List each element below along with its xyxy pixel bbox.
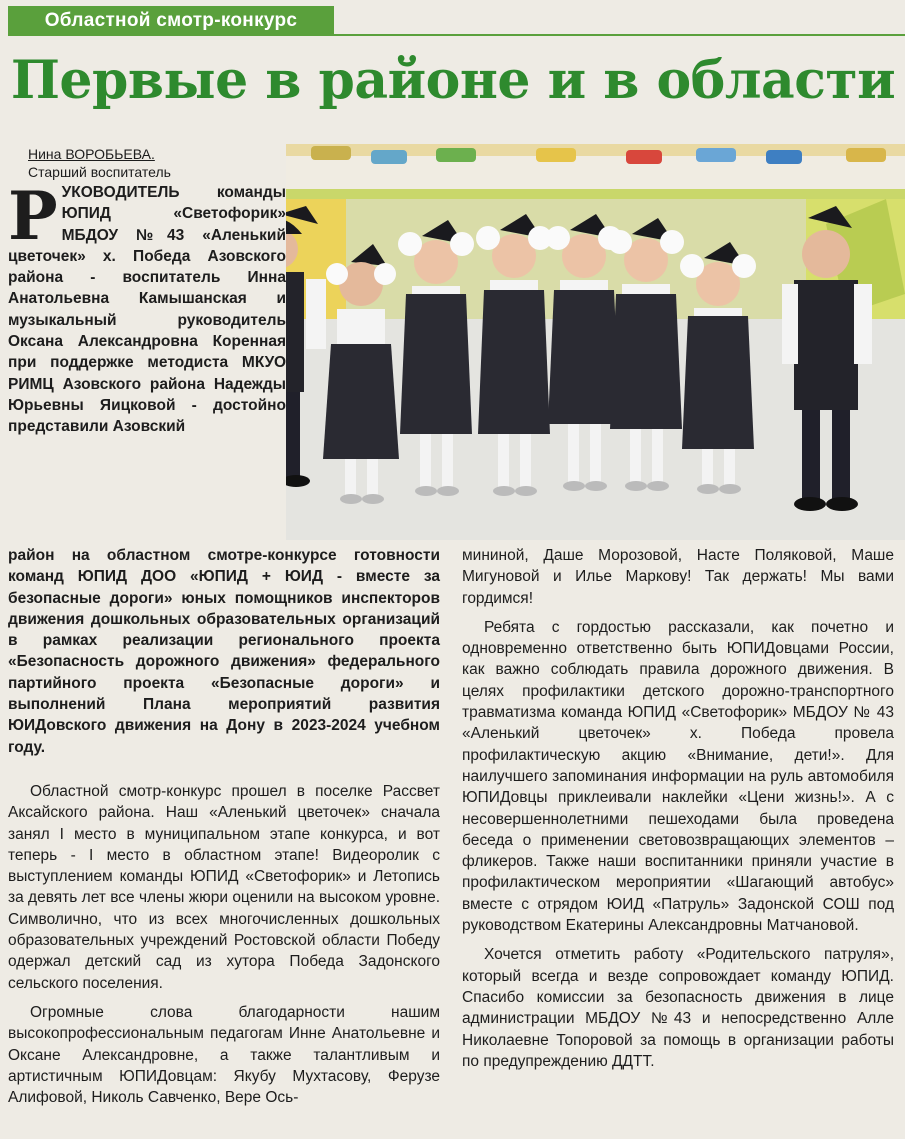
paragraph-continued: мининой, Даше Морозовой, Насте Поляковой, Маше Мигуновой и Илье Маркову! Так держать! Мы вами гордимся! [462,547,894,607]
text-column-right [462,545,894,1072]
section-rubric: Областной смотр-конкурс [8,6,334,36]
team-photo [286,144,905,540]
text-column-left [8,781,440,1108]
paragraph: Областной смотр-конкурс прошел в поселке Рассвет Аксайского района. Наш «Аленький цветочек» сначала занял I место в муниципальном этапе конкурса, и вот теперь - I место в областном этапе! Видеоролик с выступлением команды ЮПИД «Светофорик» и Летопись за девять лет все члены жюри оценили на высоком уровне. Символично, что из всех многочисленных дошкольных образовательных учреждений Ростовской области Победу одержал детский сад из хутора Победа Задонского сельского поселения. [8,783,440,992]
article-headline: Первые в районе и в области [10,50,896,111]
author-role: Старший воспитатель [28,164,171,180]
team-photo-illustration [286,144,905,540]
paragraph: Огромные слова благодарности нашим высокопрофессиональным педагогам Инне Анатольевне и Оксане Александровне, а также талантливым и артистичным ЮПИДовцам: Якубу Мухтасову, Ферузе Алифовой, Николь Савченко, Вере Ось- [8,1003,440,1107]
lead-paragraph-bottom: район на областном смотре-конкурсе готовности команд ЮПИД ДОО «ЮПИД + ЮИД - вместе за безопасные дороги» юных помощников инспекторов движения дошкольных образовательных организаций в рамках реализации регионального проекта «Безопасность дорожного движения» федерального партийного проекта «Безопасные дороги» и выполнений Плана мероприятий развития ЮИДовского движения на Дону в 2023-2024 учебном году. [8,547,440,756]
rubric-divider [334,34,905,36]
drop-cap: Р [8,177,58,255]
paragraph: Хочется отметить работу «Родительского патруля», который всегда и везде сопровождает команду ЮПИД. Спасибо комиссии за безопасность движения в лице администрации МБДОУ №43 и непосредственно Алле Николаевне Топоровой за помощь в организации работы по предупреждению ДДТТ. [462,946,894,1070]
lead-text-wrapped: УКОВОДИТЕЛЬ команды ЮПИД «Светофорик» МБДОУ №43 «Аленький цветочек» х. Победа Азовского района - воспитатель Инна Анатольевна Камышанская и музыкальный руководитель Оксана Александровна Коренная при поддержке методиста МКУО РИМЦ Азовского района Надежды Юрьевны Яицковой - достойно представили Азовский [8,184,286,436]
author-name: Нина ВОРОБЬЕВА. [28,146,155,162]
paragraph: Ребята с гордостью рассказали, как почетно и одновременно ответственно быть ЮПИДовцами России, как важно соблюдать правила дорожного движения. В целях профилактики детского дорожно-транспортного травматизма команда ЮПИД «Светофорик» МБДОУ № 43 «Аленький цветочек» х. Победа провела профилактическую акцию «Внимание, дети!». Для наилучшего запоминания информации на руль автомобиля ЮПИДовцы приклеивали наклейки «Цени жизнь!». А с несовершеннолетними пешеходами была проведена беседа о применении световозвращающих элементов – фликеров. Также наши воспитанники приняли участие в профилактическом мероприятии «Шагающий автобус» вместе с отрядом ЮИД «Патруль» Задонской СОШ под руководством Екатерины Александровны Матчановой. [462,618,894,935]
lead-paragraph-top [8,177,286,438]
